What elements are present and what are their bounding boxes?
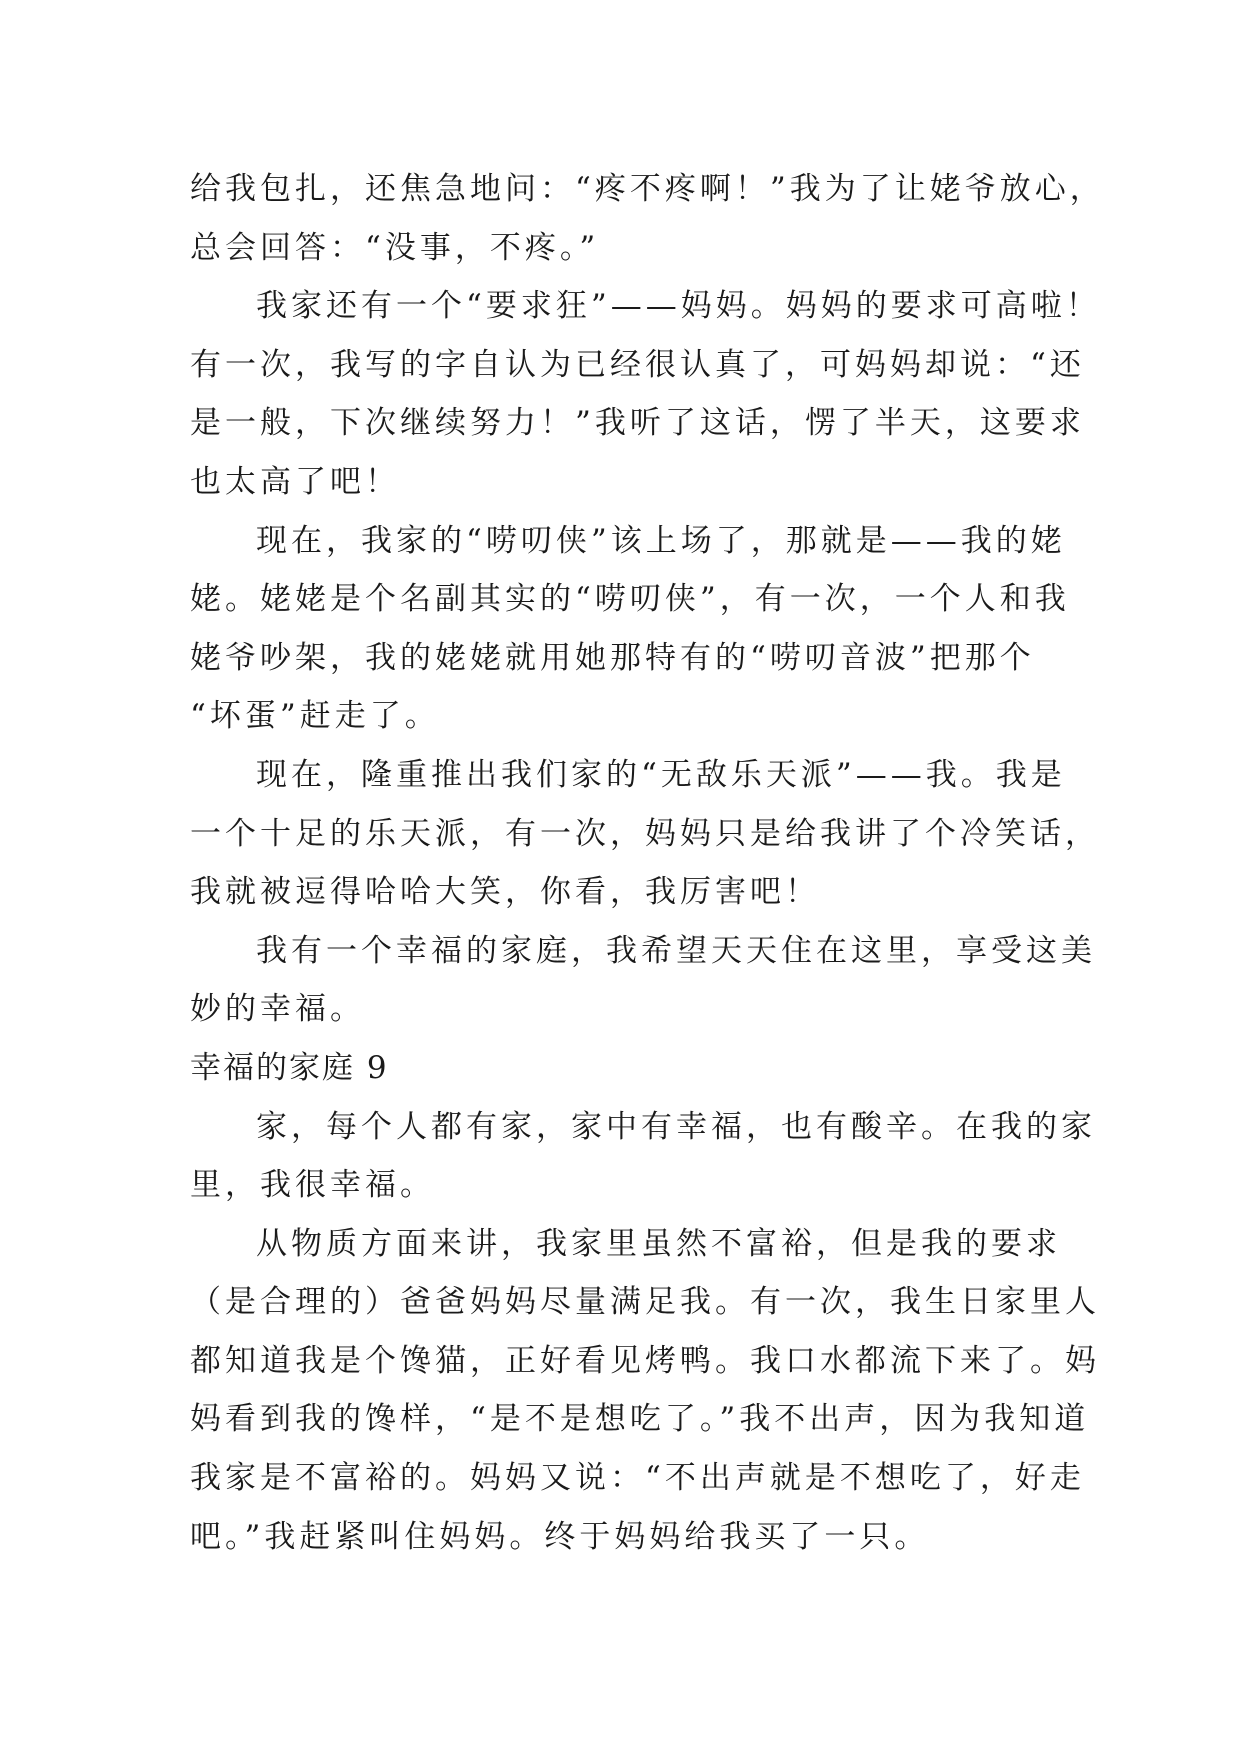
text-line: 妈看到我的馋样，“是不是想吃了。”我不出声，因为我知道 [190,1401,1090,1438]
text-line: 姥。姥姥是个名副其实的“唠叨侠”，有一次，一个人和我 [190,581,1070,618]
text-line: 给我包扎，还焦急地问：“疼不疼啊！”我为了让姥爷放心， [190,171,1105,207]
text-line: 我就被逗得哈哈大笑，你看，我厉害吧！ [190,874,820,911]
section-heading: 幸福的家庭 9 [190,1049,389,1086]
text-line: 也太高了吧！ [190,463,400,500]
text-line: 都知道我是个馋猫，正好看见烤鸭。我口水都流下来了。妈 [190,1342,1100,1379]
text-line: 总会回答：“没事，不疼。” [190,229,600,266]
paragraph-start-line: 从物质方面来讲，我家里虽然不富裕，但是我的要求 [256,1225,1061,1262]
text-line: 妙的幸福。 [190,991,365,1028]
text-line: 有一次，我写的字自认为已经很认真了，可妈妈却说：“还 [190,346,1085,383]
paragraph-start-line: 我家还有一个“要求狂”——妈妈。妈妈的要求可高啦！ [256,288,1101,325]
text-line: 姥爷吵架，我的姥姥就用她那特有的“唠叨音波”把那个 [190,639,1035,676]
text-line: 吧。”我赶紧叫住妈妈。终于妈妈给我买了一只。 [190,1518,930,1555]
paragraph-start-line: 我有一个幸福的家庭，我希望天天住在这里，享受这美 [256,932,1096,969]
text-line: “坏蛋”赶走了。 [190,698,440,735]
paragraph-start-line: 家，每个人都有家，家中有幸福，也有酸辛。在我的家 [256,1108,1096,1145]
document-body [190,160,1105,1566]
text-line: 里，我很幸福。 [190,1167,435,1204]
text-line: 我家是不富裕的。妈妈又说：“不出声就是不想吃了，好走 [190,1460,1085,1497]
text-line: 是一般，下次继续努力！”我听了这话，愣了半天，这要求 [190,405,1085,442]
paragraph-start-line: 现在，我家的“唠叨侠”该上场了，那就是——我的姥 [256,522,1066,559]
paragraph-start-line: 现在，隆重推出我们家的“无敌乐天派”——我。我是 [256,756,1066,793]
text-line: （是合理的）爸爸妈妈尽量满足我。有一次，我生日家里人 [190,1284,1100,1321]
text-line: 一个十足的乐天派，有一次，妈妈只是给我讲了个冷笑话， [190,815,1100,852]
